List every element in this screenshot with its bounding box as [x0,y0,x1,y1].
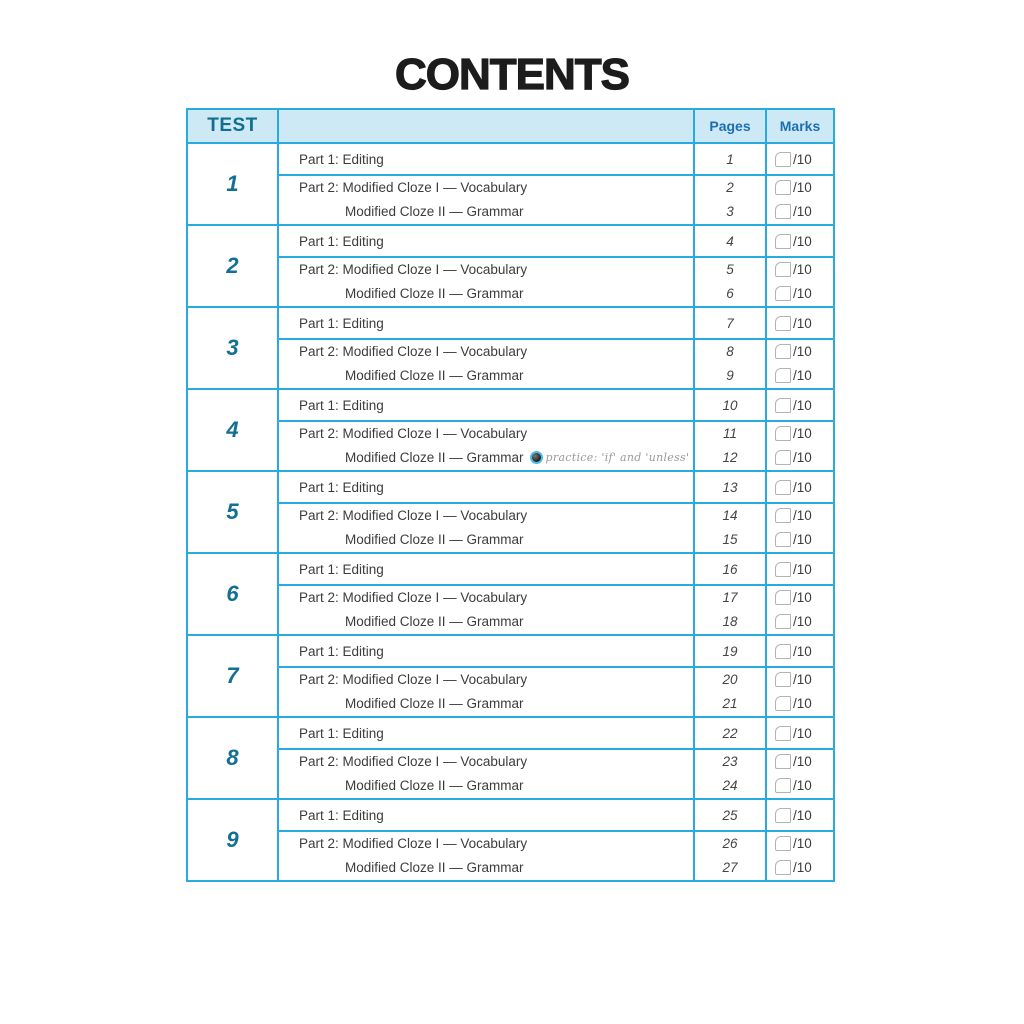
part2-line2-text: Modified Cloze II — Grammar [345,368,524,383]
test-number: 8 [226,745,239,770]
marks-cell [765,338,833,363]
part2-line2-text: Modified Cloze II — Grammar [345,696,524,711]
mark-box [775,316,791,331]
part2-line1-label: Part 2: Modified Cloze I — Vocabulary [277,584,693,609]
marks-cell [765,472,833,502]
part2-line2-label [277,855,693,880]
part2-line2-text: Modified Cloze II — Grammar [345,450,524,465]
page-title: CONTENTS [395,50,629,99]
marks-cell [765,502,833,527]
mark-box [775,532,791,547]
mark-box [775,726,791,741]
mark-box [775,426,791,441]
mark-box [775,614,791,629]
page-number: 11 [693,420,765,445]
marks-denominator: /10 [793,286,812,301]
page-number: 27 [693,855,765,880]
marks-denominator: /10 [793,397,812,413]
mark-box [775,262,791,277]
marks-denominator: /10 [793,450,812,465]
part1-label: Part 1: Editing [277,800,693,830]
part2-line2-text: Modified Cloze II — Grammar [345,860,524,875]
page-number: 9 [693,363,765,388]
marks-denominator: /10 [793,696,812,711]
marks-cell [765,609,833,634]
mark-box [775,644,791,659]
test-number: 9 [226,827,239,852]
page-number: 12 [693,445,765,470]
mark-box [775,152,791,167]
page-number: 7 [693,308,765,338]
part2-line2-label [277,609,693,634]
page-number: 20 [693,666,765,691]
page-number: 14 [693,502,765,527]
part2-line2-label [277,527,693,552]
marks-denominator: /10 [793,860,812,875]
marks-denominator: /10 [793,807,812,823]
marks-cell [765,308,833,338]
part2-line2-text: Modified Cloze II — Grammar [345,778,524,793]
mark-box [775,450,791,465]
marks-cell [765,748,833,773]
part2-line1-label: Part 2: Modified Cloze I — Vocabulary [277,748,693,773]
mark-box [775,672,791,687]
part1-label: Part 1: Editing [277,144,693,174]
part1-label: Part 1: Editing [277,226,693,256]
mark-box [775,204,791,219]
marks-cell [765,830,833,855]
page-number: 17 [693,584,765,609]
part1-label: Part 1: Editing [277,308,693,338]
test-block [188,716,833,798]
part2-line2-text: Modified Cloze II — Grammar [345,614,524,629]
page-number: 5 [693,256,765,281]
page-number: 3 [693,199,765,224]
mark-box [775,778,791,793]
mark-box [775,508,791,523]
mark-box [775,808,791,823]
mark-box [775,234,791,249]
marks-denominator: /10 [793,836,812,851]
marks-cell [765,445,833,470]
page-number: 10 [693,390,765,420]
header-description [277,110,693,142]
mark-box [775,368,791,383]
part1-label: Part 1: Editing [277,636,693,666]
marks-cell [765,691,833,716]
marks-cell [765,144,833,174]
page-number: 23 [693,748,765,773]
page-number: 22 [693,718,765,748]
mark-box [775,754,791,769]
part2-line1-label: Part 2: Modified Cloze I — Vocabulary [277,666,693,691]
page-number: 13 [693,472,765,502]
table-body [188,142,833,880]
part1-label: Part 1: Editing [277,554,693,584]
marks-denominator: /10 [793,262,812,277]
part2-line1-label: Part 2: Modified Cloze I — Vocabulary [277,174,693,199]
marks-cell [765,554,833,584]
part2-line2-label [277,691,693,716]
page-number: 2 [693,174,765,199]
page-number: 26 [693,830,765,855]
part2-line1-label: Part 2: Modified Cloze I — Vocabulary [277,256,693,281]
mark-box [775,286,791,301]
marks-denominator: /10 [793,561,812,577]
stamp-note [530,451,690,464]
marks-denominator: /10 [793,725,812,741]
test-block [188,470,833,552]
test-block [188,224,833,306]
part2-line2-text: Modified Cloze II — Grammar [345,532,524,547]
mark-box [775,562,791,577]
stamp-note-text: practice: 'if' and 'unless' [545,451,690,464]
test-number: 3 [226,335,239,360]
part2-line2-label [277,363,693,388]
part1-label: Part 1: Editing [277,472,693,502]
mark-box [775,480,791,495]
page-number: 16 [693,554,765,584]
test-block [188,552,833,634]
page-number: 24 [693,773,765,798]
marks-denominator: /10 [793,204,812,219]
test-number: 4 [226,417,239,442]
test-block [188,634,833,716]
test-number: 7 [226,663,239,688]
publisher-stamp-icon [530,451,543,464]
marks-denominator: /10 [793,344,812,359]
part2-line1-label: Part 2: Modified Cloze I — Vocabulary [277,420,693,445]
test-block [188,306,833,388]
contents-table [186,108,835,882]
part1-label: Part 1: Editing [277,718,693,748]
marks-denominator: /10 [793,614,812,629]
marks-cell [765,281,833,306]
test-block [188,388,833,470]
marks-cell [765,390,833,420]
marks-denominator: /10 [793,754,812,769]
header-test: TEST [207,115,258,136]
page-number: 19 [693,636,765,666]
part2-line2-text: Modified Cloze II — Grammar [345,286,524,301]
marks-cell [765,855,833,880]
part2-line2-label [277,773,693,798]
test-number: 5 [226,499,239,524]
marks-cell [765,174,833,199]
page-number: 4 [693,226,765,256]
marks-denominator: /10 [793,426,812,441]
marks-denominator: /10 [793,532,812,547]
marks-denominator: /10 [793,151,812,167]
marks-denominator: /10 [793,778,812,793]
header-pages: Pages [693,110,765,142]
mark-box [775,860,791,875]
marks-denominator: /10 [793,508,812,523]
mark-box [775,590,791,605]
part2-line2-label [277,199,693,224]
page-number: 1 [693,144,765,174]
marks-cell [765,420,833,445]
marks-denominator: /10 [793,590,812,605]
marks-denominator: /10 [793,672,812,687]
marks-denominator: /10 [793,368,812,383]
page-number: 21 [693,691,765,716]
test-block [188,142,833,224]
mark-box [775,836,791,851]
test-number: 6 [226,581,239,606]
marks-denominator: /10 [793,233,812,249]
marks-cell [765,199,833,224]
test-block [188,798,833,880]
page-number: 6 [693,281,765,306]
marks-cell [765,256,833,281]
marks-cell [765,666,833,691]
part2-line2-label [277,281,693,306]
marks-denominator: /10 [793,479,812,495]
marks-cell [765,636,833,666]
marks-cell [765,584,833,609]
mark-box [775,180,791,195]
marks-cell [765,718,833,748]
mark-box [775,344,791,359]
mark-box [775,398,791,413]
part2-line1-label: Part 2: Modified Cloze I — Vocabulary [277,338,693,363]
page-number: 18 [693,609,765,634]
mark-box [775,696,791,711]
marks-cell [765,226,833,256]
part2-line1-label: Part 2: Modified Cloze I — Vocabulary [277,502,693,527]
table-header-row [188,110,833,142]
marks-cell [765,800,833,830]
test-number: 1 [226,171,239,196]
page-number: 8 [693,338,765,363]
marks-denominator: /10 [793,180,812,195]
page-number: 25 [693,800,765,830]
test-number: 2 [226,253,239,278]
marks-cell [765,773,833,798]
part2-line1-label: Part 2: Modified Cloze I — Vocabulary [277,830,693,855]
marks-cell [765,363,833,388]
marks-denominator: /10 [793,315,812,331]
marks-cell [765,527,833,552]
part2-line2-text: Modified Cloze II — Grammar [345,204,524,219]
header-marks: Marks [765,110,833,142]
page-number: 15 [693,527,765,552]
part2-line2-label [277,445,693,470]
marks-denominator: /10 [793,643,812,659]
part1-label: Part 1: Editing [277,390,693,420]
